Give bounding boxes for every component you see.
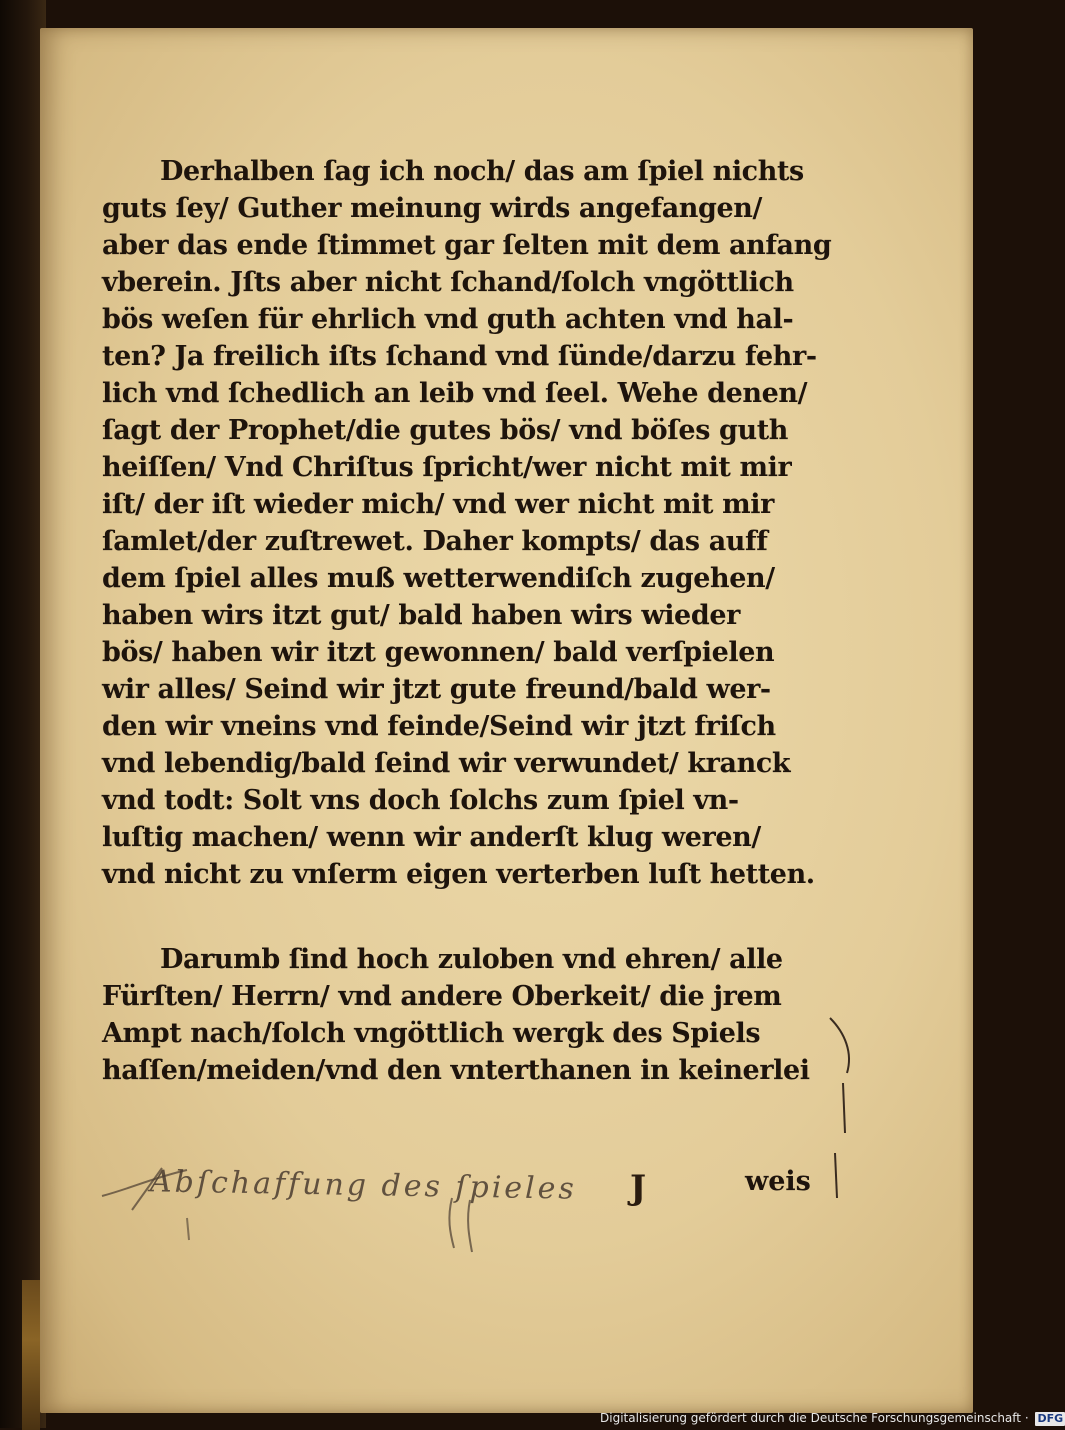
text-line: ſagt der Prophet/die gutes bös/ vnd böſes guth (102, 415, 789, 446)
paragraph-gap (102, 893, 867, 941)
text-line: Derhalben ſag ich noch/ das am ſpiel nichts (160, 156, 804, 187)
digitization-footer (600, 1409, 1065, 1427)
text-line: vnd nicht zu vnſerm eigen verterben luſt hetten. (102, 859, 815, 890)
text-line: bös/ haben wir itzt gewonnen/ bald verſpielen (102, 637, 775, 668)
text-line: haben wirs itzt gut/ bald haben wirs wieder (102, 600, 740, 631)
dfg-logo: DFG (1037, 1412, 1064, 1425)
paragraph (102, 941, 867, 1089)
handwritten-marginal-note (92, 1148, 672, 1258)
paragraph (102, 153, 867, 893)
text-line: iſt/ der iſt wieder mich/ vnd wer nicht mit mir (102, 489, 774, 520)
text-line: aber das ende ſtimmet gar ſelten mit dem anfang (102, 230, 832, 261)
margin-bracket-mark (825, 1013, 865, 1203)
printed-text-block (102, 153, 867, 1089)
text-line: vberein. Jſts aber nicht ſchand/ſolch vngöttlich (102, 267, 794, 298)
binding-edge (22, 1280, 40, 1430)
signature-mark: J (630, 1168, 647, 1208)
text-line: ten? Ja freilich iſts ſchand vnd ſünde/darzu fehr- (102, 341, 817, 372)
catchword: weis (745, 1166, 811, 1197)
text-line: ſamlet/der zuſtrewet. Daher kompts/ das auff (102, 526, 768, 557)
text-line: Ampt nach/ſolch vngöttlich wergk des Spiels (102, 1018, 761, 1049)
text-line: luſtig machen/ wenn wir anderſt klug weren/ (102, 822, 761, 853)
book-page (40, 28, 973, 1413)
text-line: vnd todt: Solt vns doch ſolchs zum ſpiel vn- (102, 785, 739, 816)
text-line: dem ſpiel alles muß wetterwendiſch zugehen/ (102, 563, 775, 594)
text-line: Fürſten/ Herrn/ vnd andere Oberkeit/ die jrem (102, 981, 782, 1012)
footer-credit: Digitalisierung gefördert durch die Deutsche Forschungsgemeinschaft · (600, 1411, 1029, 1425)
text-line: den wir vneins vnd feinde/Seind wir jtzt friſch (102, 711, 776, 742)
text-line: lich vnd ſchedlich an leib vnd ſeel. Wehe denen/ (102, 378, 808, 409)
text-line: heiſſen/ Vnd Chriſtus ſpricht/wer nicht mit mir (102, 452, 792, 483)
text-line: vnd lebendig/bald ſeind wir verwundet/ kranck (102, 748, 791, 779)
text-line: Darumb ſind hoch zuloben vnd ehren/ alle (160, 944, 783, 975)
text-line: guts ſey/ Guther meinung wirds angefangen/ (102, 193, 762, 224)
text-line: haſſen/meiden/vnd den vnterthanen in keinerlei (102, 1055, 810, 1086)
text-line: wir alles/ Seind wir jtzt gute freund/bald wer- (102, 674, 771, 705)
marginal-note-text: Abſchaffung des ſpieles (149, 1164, 578, 1207)
text-line: bös weſen für ehrlich vnd guth achten vnd hal- (102, 304, 794, 335)
